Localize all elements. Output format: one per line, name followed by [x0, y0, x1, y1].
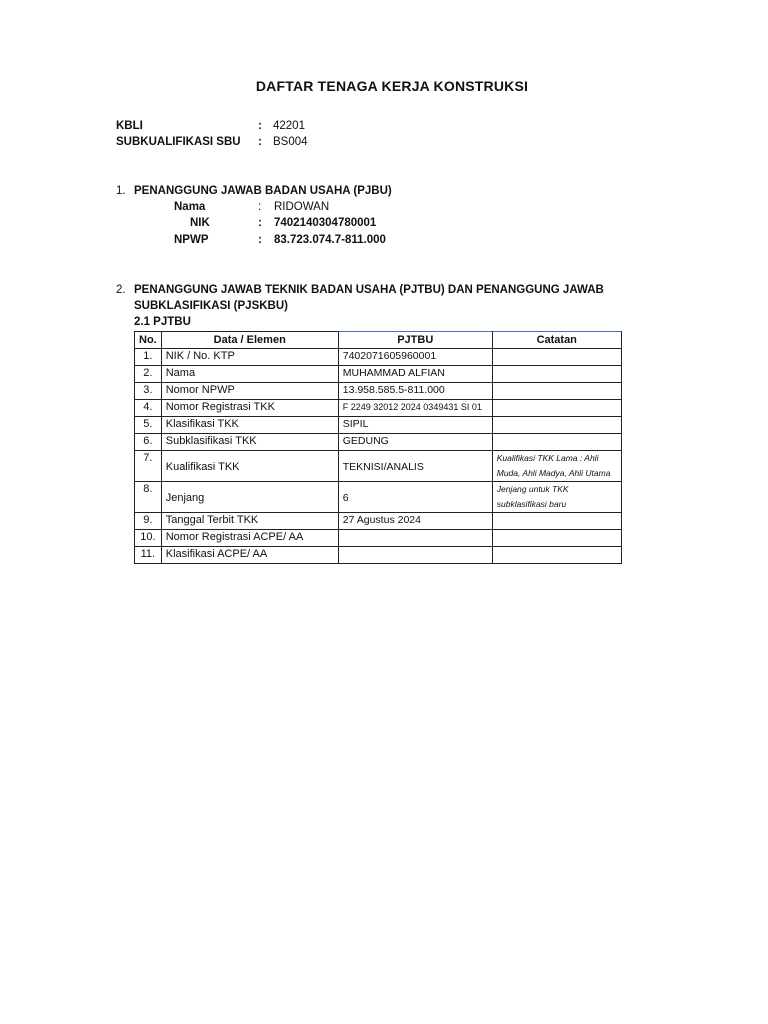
table-row	[135, 513, 622, 530]
row-element: Tanggal Terbit TKK	[161, 513, 338, 530]
field-value: 7402140304780001	[274, 217, 377, 229]
table-row	[135, 482, 622, 513]
pjtbu-table	[134, 331, 622, 564]
section-2-heading	[116, 282, 616, 314]
row-note: Kualifikasi TKK Lama : Ahli Muda, Ahli Madya, Ahli Utama	[492, 451, 621, 482]
row-value: 7402071605960001	[338, 349, 492, 366]
section-title: PENANGGUNG JAWAB BADAN USAHA (PJBU)	[134, 185, 392, 197]
pjbu-nik	[174, 215, 474, 231]
section-number: 1.	[116, 185, 126, 197]
row-number: 7.	[135, 451, 162, 482]
row-note	[492, 530, 621, 547]
row-value: F 2249 32012 2024 0349431 SI 01	[338, 400, 492, 417]
row-value: MUHAMMAD ALFIAN	[338, 366, 492, 383]
row-note	[492, 513, 621, 530]
field-colon: :	[258, 201, 262, 213]
field-kbli	[116, 118, 416, 134]
row-number: 4.	[135, 400, 162, 417]
field-value: 83.723.074.7-811.000	[274, 234, 386, 246]
row-value: TEKNISI/ANALIS	[338, 451, 492, 482]
row-element: Nama	[161, 366, 338, 383]
row-number: 2.	[135, 366, 162, 383]
row-element: Nomor Registrasi ACPE/ AA	[161, 530, 338, 547]
field-label: NPWP	[174, 234, 209, 246]
table-row	[135, 349, 622, 366]
header-element: Data / Elemen	[161, 332, 338, 349]
field-label: Nama	[174, 201, 206, 213]
row-number: 8.	[135, 482, 162, 513]
row-element: Klasifikasi ACPE/ AA	[161, 547, 338, 564]
header-pjtbu: PJTBU	[338, 332, 492, 349]
table-row	[135, 417, 622, 434]
header-catatan: Catatan	[492, 332, 621, 349]
section-1-heading	[116, 183, 616, 199]
field-value: BS004	[273, 136, 308, 148]
subsection-title: 2.1 PJTBU	[134, 316, 191, 328]
field-value: 42201	[273, 120, 305, 132]
pjbu-nama	[174, 199, 474, 215]
row-note	[492, 349, 621, 366]
row-number: 1.	[135, 349, 162, 366]
table-row	[135, 366, 622, 383]
field-colon: :	[258, 136, 262, 148]
row-value: SIPIL	[338, 417, 492, 434]
field-colon: :	[258, 120, 262, 132]
field-label: NIK	[190, 217, 210, 229]
row-number: 11.	[135, 547, 162, 564]
table-row	[135, 451, 622, 482]
field-label: SUBKUALIFIKASI SBU	[116, 136, 241, 148]
row-number: 9.	[135, 513, 162, 530]
row-note: Jenjang untuk TKK subklasifikasi baru	[492, 482, 621, 513]
table-row	[135, 434, 622, 451]
row-note	[492, 434, 621, 451]
section-number: 2.	[116, 284, 126, 296]
section-title: PENANGGUNG JAWAB TEKNIK BADAN USAHA (PJTBU) DAN PENANGGUNG JAWAB SUBKLASIFIKASI (PJSKBU)	[134, 284, 604, 312]
field-label: KBLI	[116, 120, 143, 132]
row-value	[338, 547, 492, 564]
row-element: NIK / No. KTP	[161, 349, 338, 366]
row-note	[492, 366, 621, 383]
table-row	[135, 547, 622, 564]
row-value: 13.958.585.5-811.000	[338, 383, 492, 400]
field-colon: :	[258, 217, 262, 229]
row-element: Subklasifikasi TKK	[161, 434, 338, 451]
row-note	[492, 417, 621, 434]
field-subkualifikasi-sbu	[116, 134, 416, 150]
pjbu-npwp	[174, 232, 474, 248]
field-value: RIDOWAN	[274, 201, 330, 213]
row-note	[492, 547, 621, 564]
row-element: Nomor NPWP	[161, 383, 338, 400]
table-row	[135, 530, 622, 547]
row-number: 10.	[135, 530, 162, 547]
row-element: Jenjang	[161, 482, 338, 513]
row-value: 6	[338, 482, 492, 513]
row-note	[492, 400, 621, 417]
row-value: GEDUNG	[338, 434, 492, 451]
field-colon: :	[258, 234, 262, 246]
row-number: 6.	[135, 434, 162, 451]
row-number: 5.	[135, 417, 162, 434]
row-value	[338, 530, 492, 547]
row-number: 3.	[135, 383, 162, 400]
row-note	[492, 383, 621, 400]
document-title: DAFTAR TENAGA KERJA KONSTRUKSI	[255, 78, 529, 94]
row-element: Kualifikasi TKK	[161, 451, 338, 482]
row-value: 27 Agustus 2024	[338, 513, 492, 530]
table-header-row	[135, 332, 622, 349]
table-row	[135, 383, 622, 400]
header-no: No.	[135, 332, 162, 349]
row-element: Nomor Registrasi TKK	[161, 400, 338, 417]
table-row	[135, 400, 622, 417]
row-element: Klasifikasi TKK	[161, 417, 338, 434]
